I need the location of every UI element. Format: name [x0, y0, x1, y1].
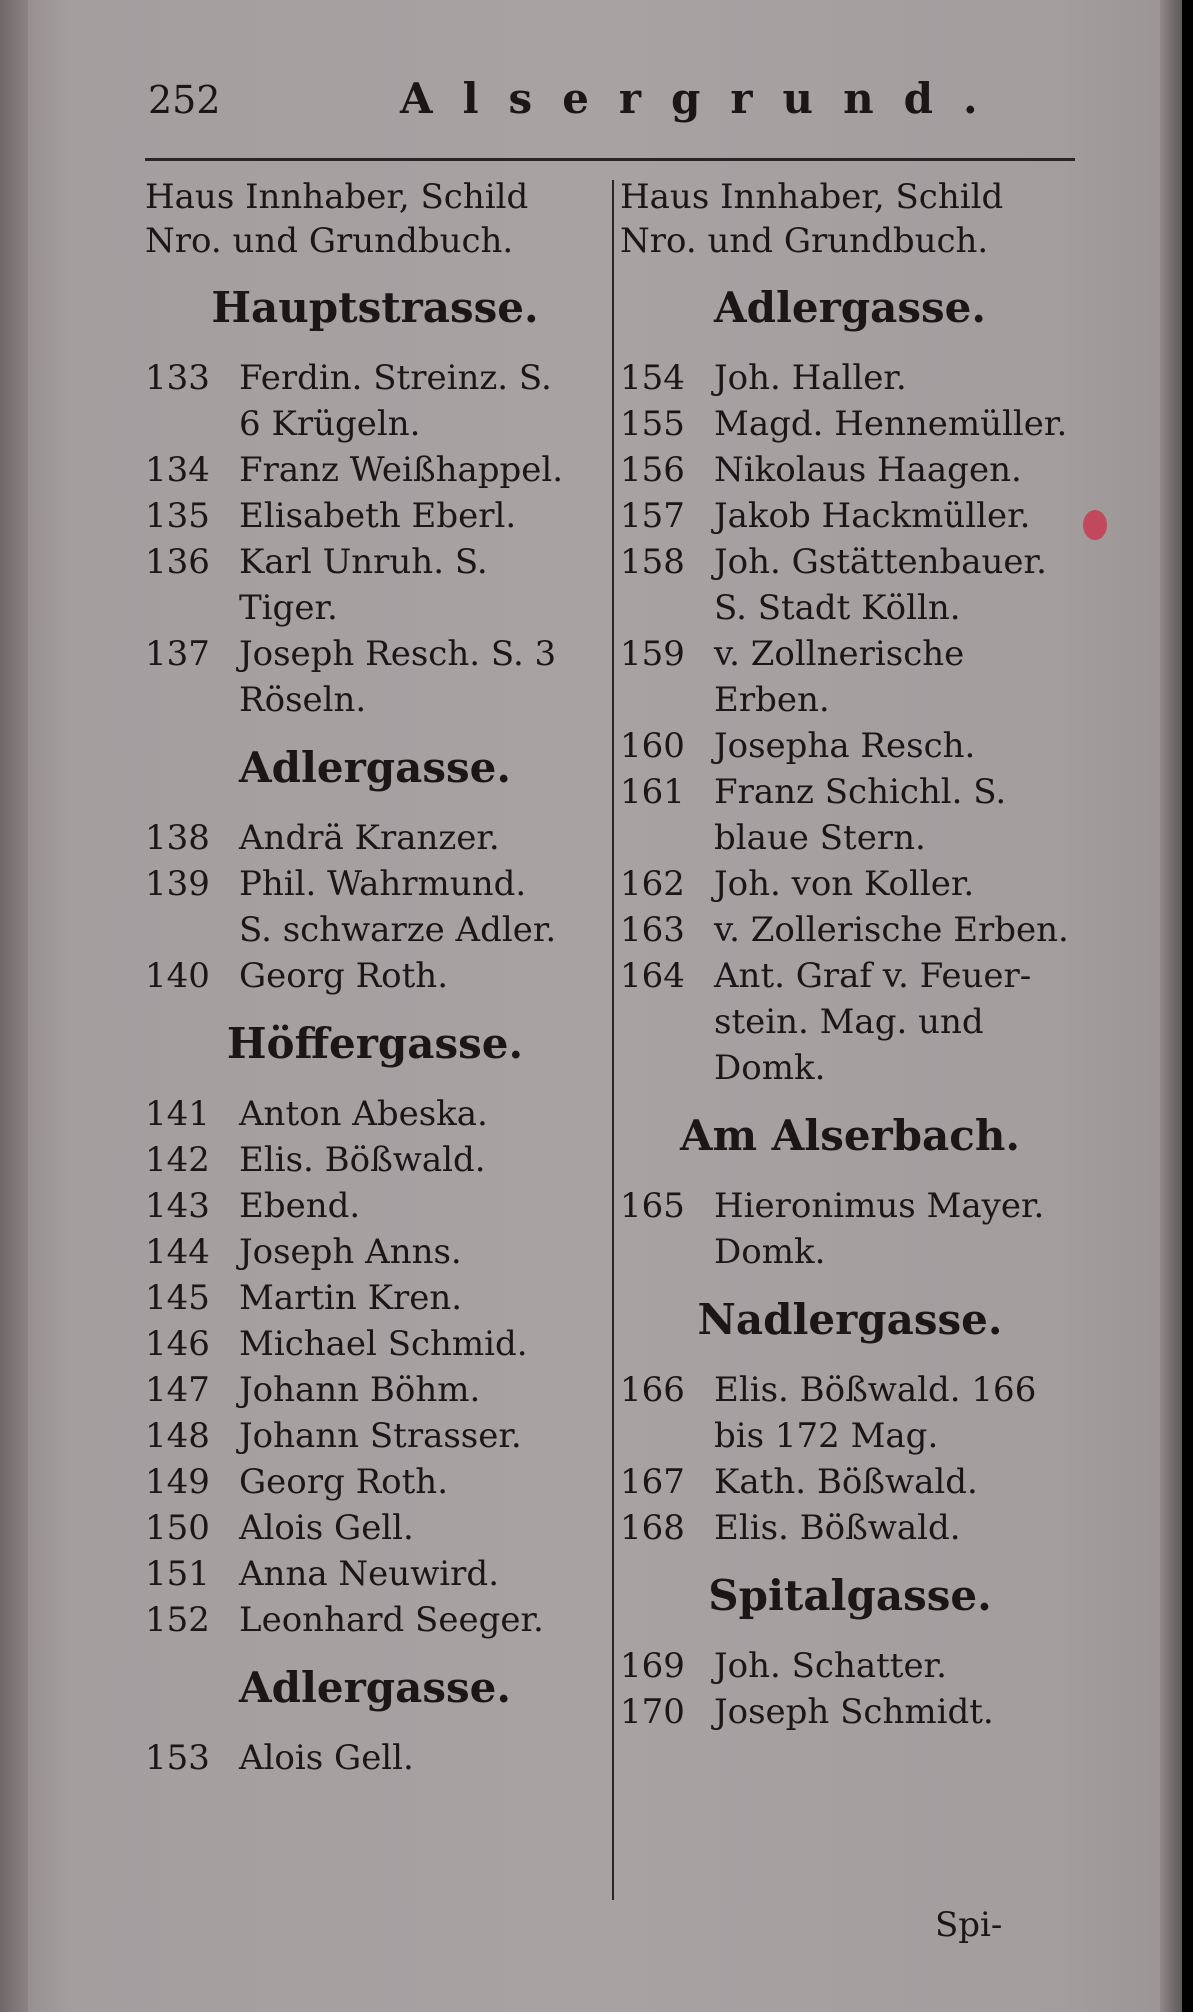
house-entry	[145, 1229, 605, 1275]
house-entry	[145, 1183, 605, 1229]
header-rule	[145, 158, 1075, 161]
house-entry	[620, 907, 1080, 953]
owner-text	[239, 1367, 605, 1413]
owner-text	[239, 493, 605, 539]
house-entry	[620, 1367, 1080, 1459]
house-number: 135	[145, 496, 210, 536]
column-header	[145, 175, 605, 263]
page-header	[140, 60, 1070, 140]
house-number: 164	[620, 956, 685, 996]
street-heading: Nadlergasse.	[697, 1295, 1003, 1344]
house-entry	[620, 447, 1080, 493]
house-entry	[145, 631, 605, 723]
house-entry	[620, 355, 1080, 401]
house-number: 170	[620, 1692, 685, 1732]
house-number: 142	[145, 1140, 210, 1180]
house-number: 139	[145, 864, 210, 904]
column-header-line: Nro. und Grundbuch.	[620, 221, 989, 261]
house-entry	[620, 401, 1080, 447]
owner-text	[714, 401, 1080, 447]
column-header-line: Haus Innhaber, Schild	[620, 177, 1004, 217]
owner-line: Michael Schmid.	[239, 1324, 528, 1364]
owner-text	[239, 1735, 605, 1781]
house-number: 151	[145, 1554, 210, 1594]
owner-text	[239, 447, 605, 493]
owner-line: Karl Unruh. S.	[239, 542, 488, 582]
house-number: 141	[145, 1094, 210, 1134]
owner-line: S. schwarze Adler.	[239, 910, 557, 950]
owner-line: Andrä Kranzer.	[239, 818, 500, 858]
owner-text	[239, 1137, 605, 1183]
owner-line: Phil. Wahrmund.	[239, 864, 527, 904]
house-entry	[620, 769, 1080, 861]
house-entry	[145, 1551, 605, 1597]
owner-line: Joh. Gstättenbauer.	[714, 542, 1047, 582]
right-column	[620, 175, 1080, 1735]
owner-line: Johann Böhm.	[239, 1370, 481, 1410]
owner-line: Elis. Bößwald. 166	[714, 1370, 1037, 1410]
owner-line: Ant. Graf v. Feuer-	[714, 956, 1032, 996]
column-header	[620, 175, 1080, 263]
owner-line: S. Stadt Kölln.	[714, 588, 961, 628]
owner-text	[714, 355, 1080, 401]
page-edge	[1160, 0, 1182, 2012]
catchword: Spi-	[935, 1905, 1003, 1945]
house-entry	[145, 1321, 605, 1367]
owner-line: Joseph Resch. S. 3	[239, 634, 557, 674]
owner-line: Joh. Schatter.	[714, 1646, 947, 1686]
running-title: Alsergrund.	[400, 74, 1008, 123]
owner-line: 6 Krügeln.	[239, 404, 421, 444]
owner-text	[714, 539, 1080, 631]
owner-line: v. Zollnerische Erben.	[714, 634, 965, 720]
owner-line: Johann Strasser.	[239, 1416, 522, 1456]
house-number: 152	[145, 1600, 210, 1640]
owner-line: Elis. Bößwald.	[714, 1508, 961, 1548]
owner-text	[239, 953, 605, 999]
house-number: 140	[145, 956, 210, 996]
house-number: 134	[145, 450, 210, 490]
owner-line: Röseln.	[239, 680, 367, 720]
street-heading: Adlergasse.	[239, 1663, 511, 1712]
owner-text	[714, 861, 1080, 907]
house-number: 138	[145, 818, 210, 858]
owner-line: Joh. von Koller.	[714, 864, 975, 904]
house-entry	[620, 493, 1080, 539]
house-entry	[620, 953, 1080, 1091]
house-number: 166	[620, 1370, 685, 1410]
house-entry	[145, 1137, 605, 1183]
house-entry	[145, 1597, 605, 1643]
house-number: 161	[620, 772, 685, 812]
house-number: 167	[620, 1462, 685, 1502]
owner-line: Elisabeth Eberl.	[239, 496, 517, 536]
house-entry	[620, 861, 1080, 907]
owner-line: Joseph Anns.	[239, 1232, 462, 1272]
street-heading: Adlergasse.	[714, 283, 986, 332]
owner-line: Joseph Schmidt.	[714, 1692, 994, 1732]
house-entry	[620, 723, 1080, 769]
owner-text	[714, 493, 1080, 539]
owner-text	[239, 1505, 605, 1551]
house-number: 156	[620, 450, 685, 490]
owner-text	[239, 631, 605, 723]
owner-text	[714, 953, 1080, 1091]
owner-text	[714, 1505, 1080, 1551]
owner-line: Georg Roth.	[239, 1462, 449, 1502]
house-entry	[145, 861, 605, 953]
street-heading: Spitalgasse.	[708, 1571, 992, 1620]
street-heading: Am Alserbach.	[680, 1111, 1020, 1160]
owner-text	[714, 447, 1080, 493]
page-gutter	[0, 0, 28, 2012]
house-entry	[145, 1735, 605, 1781]
owner-line: Georg Roth.	[239, 956, 449, 996]
owner-line: Tiger.	[239, 588, 338, 628]
owner-text	[714, 907, 1080, 953]
owner-text	[239, 1229, 605, 1275]
house-number: 158	[620, 542, 685, 582]
section-list	[145, 281, 605, 1781]
owner-text	[239, 539, 605, 631]
owner-text	[239, 815, 605, 861]
house-entry	[145, 447, 605, 493]
owner-text	[239, 1413, 605, 1459]
owner-line: Franz Schichl. S.	[714, 772, 1007, 812]
house-number: 163	[620, 910, 685, 950]
street-heading: Adlergasse.	[239, 743, 511, 792]
house-entry	[620, 1689, 1080, 1735]
house-entry	[620, 1643, 1080, 1689]
owner-line: Franz Weißhappel.	[239, 450, 564, 490]
house-entry	[620, 1505, 1080, 1551]
house-number: 160	[620, 726, 685, 766]
ink-stain	[1083, 510, 1107, 540]
house-number: 147	[145, 1370, 210, 1410]
owner-line: Anton Abeska.	[239, 1094, 488, 1134]
owner-text	[714, 723, 1080, 769]
owner-line: blaue Stern.	[714, 818, 926, 858]
owner-line: Anna Neuwird.	[239, 1554, 499, 1594]
house-entry	[145, 355, 605, 447]
owner-line: stein. Mag. und	[714, 1002, 984, 1042]
owner-line: Kath. Bößwald.	[714, 1462, 978, 1502]
left-column	[145, 175, 605, 1781]
owner-text	[239, 1321, 605, 1367]
owner-line: Nikolaus Haagen.	[714, 450, 1022, 490]
house-entry	[145, 1367, 605, 1413]
owner-text	[239, 1275, 605, 1321]
owner-text	[239, 1551, 605, 1597]
owner-line: Elis. Bößwald.	[239, 1140, 486, 1180]
house-entry	[145, 493, 605, 539]
column-divider	[612, 180, 614, 1900]
page-number: 252	[148, 78, 221, 122]
house-number: 159	[620, 634, 685, 674]
house-entry	[145, 539, 605, 631]
section-list	[620, 281, 1080, 1735]
owner-line: Josepha Resch.	[714, 726, 976, 766]
house-number: 146	[145, 1324, 210, 1364]
owner-text	[714, 1183, 1080, 1275]
house-number: 150	[145, 1508, 210, 1548]
house-entry	[145, 1275, 605, 1321]
house-entry	[620, 539, 1080, 631]
house-number: 144	[145, 1232, 210, 1272]
house-number: 137	[145, 634, 210, 674]
house-number: 168	[620, 1508, 685, 1548]
house-number: 133	[145, 358, 210, 398]
owner-text	[714, 1367, 1080, 1459]
house-number: 154	[620, 358, 685, 398]
house-number: 155	[620, 404, 685, 444]
owner-line: Alois Gell.	[239, 1738, 414, 1778]
house-entry	[145, 1091, 605, 1137]
owner-text	[714, 1459, 1080, 1505]
house-number: 145	[145, 1278, 210, 1318]
house-entry	[620, 1183, 1080, 1275]
street-heading: Hauptstrasse.	[211, 283, 539, 332]
owner-text	[714, 1643, 1080, 1689]
owner-line: Domk.	[714, 1048, 826, 1088]
owner-text	[239, 1091, 605, 1137]
house-entry	[145, 1505, 605, 1551]
owner-text	[714, 631, 1080, 723]
owner-line: Martin Kren.	[239, 1278, 463, 1318]
house-entry	[620, 1459, 1080, 1505]
owner-line: v. Zollerische Erben.	[714, 910, 1069, 950]
owner-line: Joh. Haller.	[714, 358, 907, 398]
house-number: 169	[620, 1646, 685, 1686]
house-number: 149	[145, 1462, 210, 1502]
owner-text	[714, 769, 1080, 861]
owner-line: Ferdin. Streinz. S.	[239, 358, 552, 398]
owner-line: Hieronimus Mayer.	[714, 1186, 1045, 1226]
house-number: 157	[620, 496, 685, 536]
column-header-line: Nro. und Grundbuch.	[145, 221, 514, 261]
owner-line: bis 172 Mag.	[714, 1416, 939, 1456]
owner-line: Magd. Hennemüller.	[714, 404, 1068, 444]
owner-text	[239, 1459, 605, 1505]
house-number: 136	[145, 542, 210, 582]
street-heading: Höffergasse.	[226, 1019, 524, 1068]
owner-text	[239, 1597, 605, 1643]
house-number: 153	[145, 1738, 210, 1778]
column-header-line: Haus Innhaber, Schild	[145, 177, 529, 217]
owner-text	[239, 1183, 605, 1229]
house-entry	[145, 1459, 605, 1505]
house-number: 143	[145, 1186, 210, 1226]
house-number: 165	[620, 1186, 685, 1226]
house-number: 148	[145, 1416, 210, 1456]
owner-text	[714, 1689, 1080, 1735]
owner-line: Ebend.	[239, 1186, 361, 1226]
house-entry	[145, 953, 605, 999]
owner-line: Domk.	[714, 1232, 826, 1272]
owner-text	[239, 861, 605, 953]
house-entry	[145, 1413, 605, 1459]
owner-line: Leonhard Seeger.	[239, 1600, 544, 1640]
owner-line: Alois Gell.	[239, 1508, 414, 1548]
house-number: 162	[620, 864, 685, 904]
owner-text	[239, 355, 605, 447]
house-entry	[145, 815, 605, 861]
house-entry	[620, 631, 1080, 723]
owner-line: Jakob Hackmüller.	[714, 496, 1031, 536]
